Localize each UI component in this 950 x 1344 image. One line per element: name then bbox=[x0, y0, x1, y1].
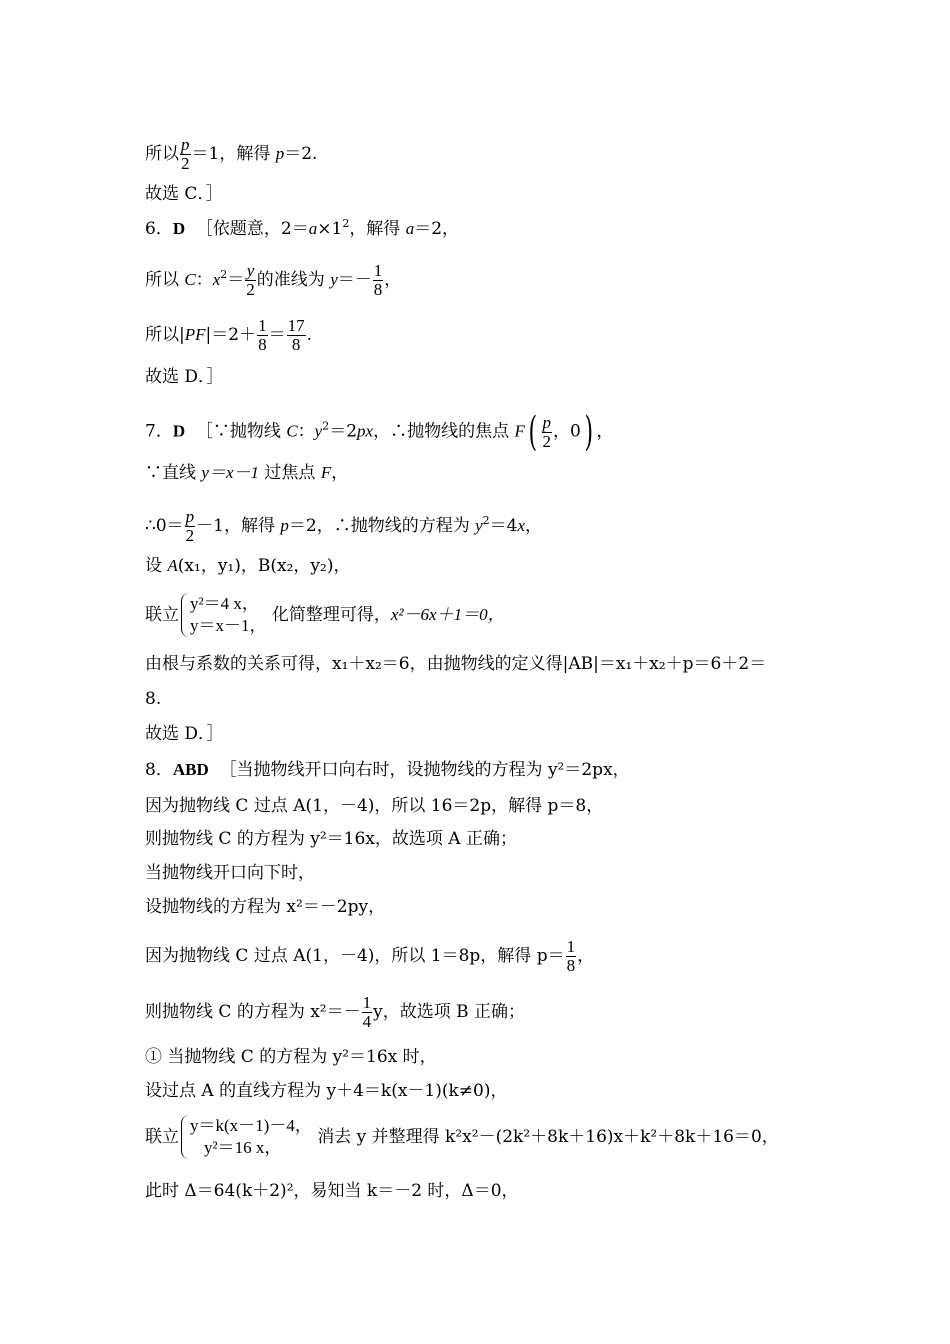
fraction: $\frac{1}{4}$ bbox=[362, 993, 372, 1031]
fraction: $\frac{y}{2}$ bbox=[246, 261, 255, 299]
line-17: 则抛物线 C 的方程为 y²＝16x，故选项 A 正确； bbox=[145, 829, 517, 849]
line-8: ∵直线 y＝x－1 过焦点 F， bbox=[145, 463, 349, 483]
line-5: 所以|PF|＝2＋ $\frac{1}{8}$ ＝ $\frac{17}{8}$ . bbox=[145, 316, 312, 354]
line-4: 所以 C：$x^2=$ $\frac{y}{2}$ 的准线为 y＝－ $\frac{1}{8}$ ， bbox=[145, 261, 402, 299]
line-3: 6．D ［依题意，$2=a\times 1^2$，解得 a＝2， bbox=[145, 217, 460, 239]
fraction: $\frac{1}{8}$ bbox=[566, 937, 576, 975]
line-2: 故选 C．］ bbox=[145, 184, 223, 204]
equation-system: y²＝4 x， y＝x－1， bbox=[181, 593, 267, 637]
answer-label: D bbox=[172, 219, 186, 238]
answer-label: ABD bbox=[172, 760, 209, 779]
line-13: 8. bbox=[145, 689, 162, 709]
line-25: 此时 Δ＝64(k＋2)²，易知当 k＝－2 时，Δ＝0， bbox=[145, 1181, 519, 1201]
line-12: 由根与系数的关系可得，x₁＋x₂＝6，由抛物线的定义得|AB|＝x₁＋x₂＋p＝6＋2＝ bbox=[145, 654, 767, 674]
answer-label: D bbox=[172, 421, 186, 441]
line-20: 因为抛物线 C 过点 A(1，－4)，所以 1＝8p，解得 p＝ $\frac{1}{8}$ ， bbox=[145, 937, 595, 975]
line-10: 设 A(x₁，y₁)，B(x₂，y₂)， bbox=[145, 556, 351, 576]
line-9: ∴0＝ $\frac{p}{2}$ －1，解得 p＝2，∴抛物线的方程为 $y^2=4x$， bbox=[145, 507, 543, 545]
line-19: 设抛物线的方程为 x²＝－2py， bbox=[145, 897, 386, 917]
line-23: 设过点 A 的直线方程为 y＋4＝k(x－1)(k≠0)， bbox=[145, 1081, 508, 1101]
fraction: $\frac{p}{2}$ bbox=[185, 507, 195, 545]
line-7: 7．D ［∵抛物线 C：$y^2=2px$，∴抛物线的焦点 F( $\frac{p}{2}$ ，0) ， bbox=[145, 409, 614, 455]
equation-system: y＝k(x－1)－4， y²＝16 x， bbox=[181, 1115, 312, 1159]
fraction: $\frac{p}{2}$ bbox=[181, 135, 190, 173]
left-paren: ( bbox=[528, 409, 537, 455]
fraction: $\frac{17}{8}$ bbox=[287, 316, 305, 354]
line-15: 8．ABD ［当抛物线开口向右时，设抛物线的方程为 y²＝2px， bbox=[145, 760, 630, 780]
line-18: 当抛物线开口向下时， bbox=[145, 863, 315, 883]
line-22: ① 当抛物线 C 的方程为 y²＝16x 时， bbox=[145, 1047, 437, 1067]
line-14: 故选 D．］ bbox=[145, 724, 224, 744]
line-24: 联立 y＝k(x－1)－4， y²＝16 x， 消去 y 并整理得 k²x²－(2k²＋8k＋16)x＋k²＋8k＋16＝0， bbox=[145, 1116, 779, 1157]
line-6: 故选 D．］ bbox=[145, 367, 224, 387]
text: 所以 bbox=[145, 144, 179, 164]
line-1: 所以 $\frac{p}{2}$ ＝1，解得 p＝2. bbox=[145, 135, 318, 173]
right-paren: ) bbox=[584, 409, 593, 455]
line-11: 联立 y²＝4 x， y＝x－1， 化简整理可得，x²－6x＋1＝0， bbox=[145, 594, 505, 635]
line-21: 则抛物线 C 的方程为 x²＝－ $\frac{1}{4}$ y，故选项 B 正确； bbox=[145, 993, 526, 1031]
fraction: $\frac{p}{2}$ bbox=[542, 412, 551, 451]
fraction: $\frac{1}{8}$ bbox=[373, 261, 383, 299]
fraction: $\frac{1}{8}$ bbox=[258, 316, 267, 354]
line-16: 因为抛物线 C 过点 A(1，－4)，所以 16＝2p，解得 p＝8， bbox=[145, 796, 604, 816]
